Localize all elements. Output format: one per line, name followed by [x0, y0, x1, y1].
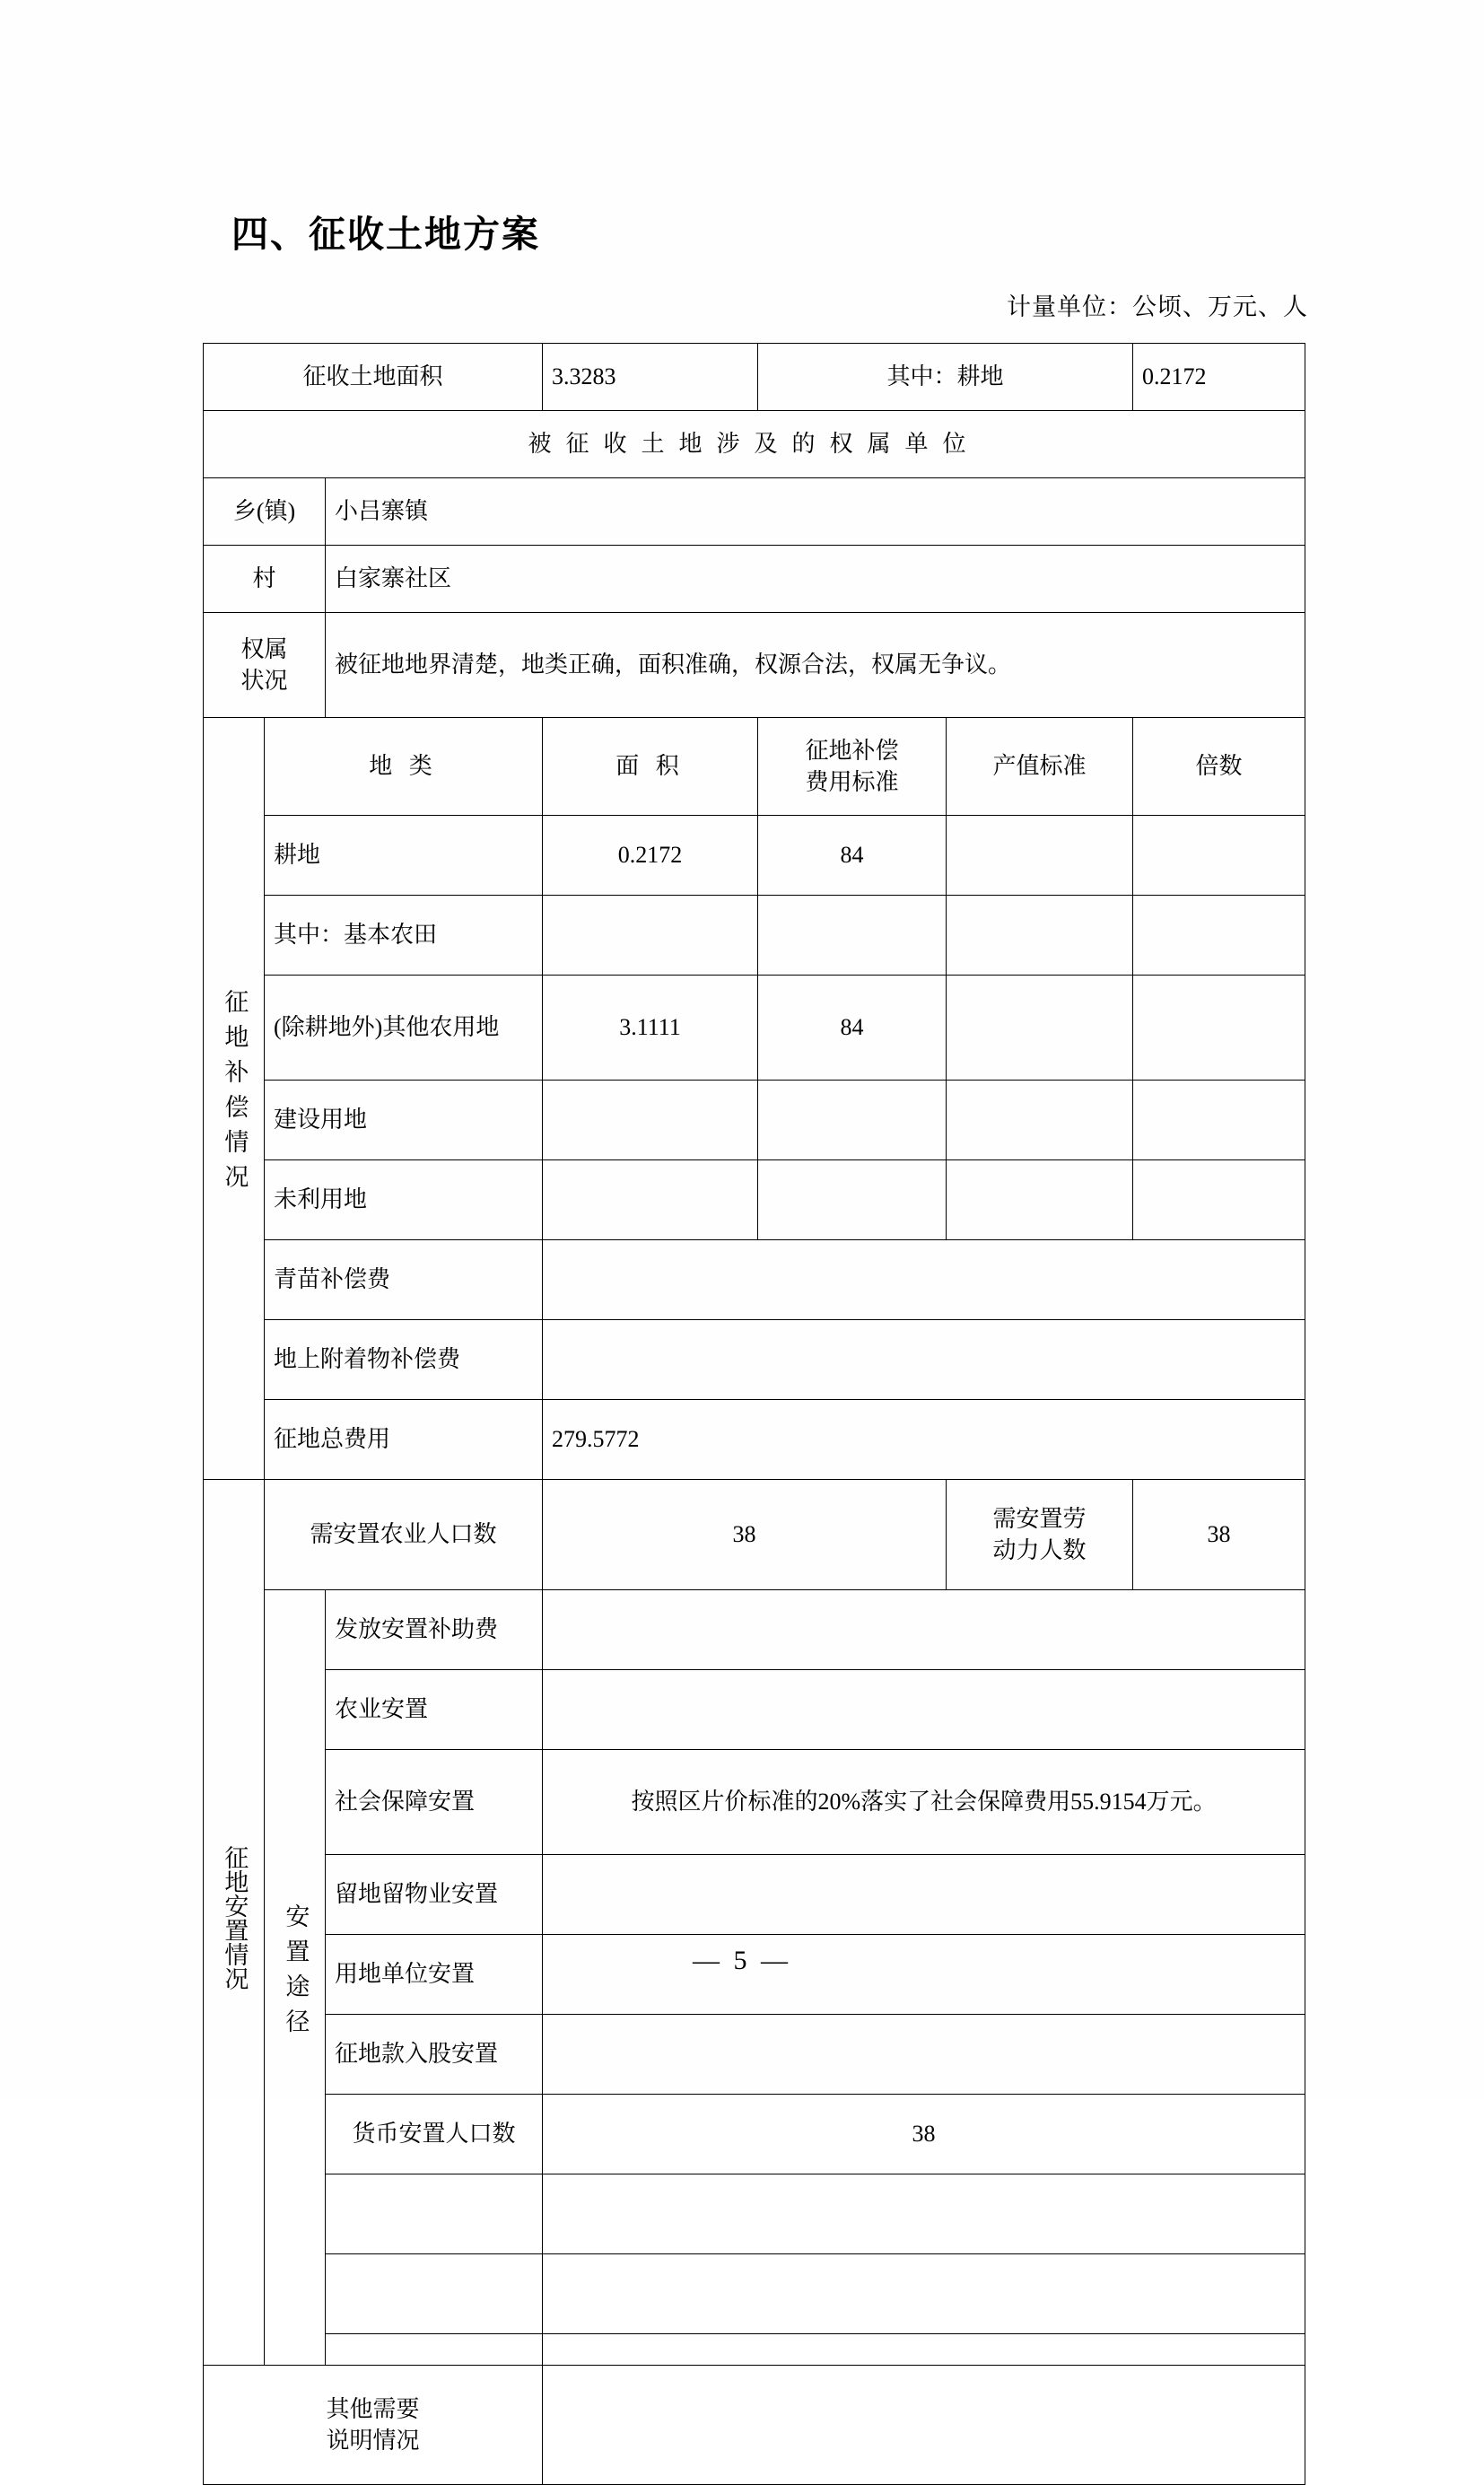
cell-output-value	[947, 1081, 1133, 1160]
table-row-ownership-status	[204, 613, 1305, 718]
table-row	[204, 2254, 1305, 2334]
land-acquisition-table	[203, 343, 1305, 2485]
cell-multiple	[1133, 816, 1305, 896]
table-row-ownership-banner	[204, 411, 1305, 478]
cell-multiple	[1133, 1081, 1305, 1160]
label-blank-row-1	[326, 2174, 543, 2254]
value-of-which-cultivated: 0.2172	[1133, 344, 1305, 411]
side-label-resettlement-situation	[204, 1480, 265, 2366]
table-row	[204, 2095, 1305, 2174]
cell-land-type: 耕地	[265, 816, 543, 896]
measurement-unit-note: 计量单位：公顷、万元、人	[1007, 293, 1308, 320]
value-other-notes	[543, 2366, 1305, 2485]
header-output-value-standard: 产值标准	[947, 718, 1133, 816]
header-compensation-standard-line1: 征地补偿	[805, 737, 899, 764]
header-multiple: 倍数	[1133, 718, 1305, 816]
table-row	[204, 1590, 1305, 1670]
page-number: — 5 —	[693, 1946, 791, 1975]
cell-land-type: 其中：基本农田	[265, 896, 543, 976]
value-monetary-resettlement-population: 38	[543, 2095, 1305, 2174]
cell-area: 3.1111	[543, 976, 758, 1081]
side-label-compensation-situation	[204, 718, 265, 1480]
label-ownership-status-line2: 状况	[240, 668, 288, 694]
cell-land-type: 建设用地	[265, 1081, 543, 1160]
value-total-acquisition-fee: 279.5772	[543, 1400, 1305, 1480]
cell-area	[543, 1160, 758, 1240]
header-land-type: 地 类	[265, 718, 543, 816]
table-row-total-fee	[204, 1400, 1305, 1480]
side-label-resettlement-text: 征地安置情况	[221, 1845, 249, 1991]
label-ownership-status	[204, 613, 326, 718]
side-label-resettlement-method-text: 安置途径	[282, 1903, 310, 2043]
label-blank-row-2	[326, 2254, 543, 2334]
table-row-village	[204, 546, 1305, 613]
spacer-label	[326, 2334, 543, 2366]
value-shareholding-resettlement	[543, 2015, 1305, 2095]
label-land-user-resettlement: 用地单位安置	[326, 1935, 543, 2015]
label-agricultural-resettlement: 农业安置	[326, 1670, 543, 1750]
label-of-which-cultivated: 其中：耕地	[758, 344, 1133, 411]
cell-output-value	[947, 976, 1133, 1081]
cell-multiple	[1133, 1160, 1305, 1240]
cell-area	[543, 896, 758, 976]
label-resettlement-subsidy: 发放安置补助费	[326, 1590, 543, 1670]
cell-compensation-standard	[758, 896, 947, 976]
table-row	[204, 1750, 1305, 1855]
label-labor-force-line2: 动力人数	[992, 1537, 1087, 1563]
label-labor-force-to-resettle	[947, 1480, 1133, 1590]
header-compensation-standard	[758, 718, 947, 816]
label-ownership-status-line1: 权属	[240, 635, 288, 662]
table-row	[204, 1670, 1305, 1750]
ownership-banner: 被征收土地涉及的权属单位	[204, 411, 1305, 478]
label-total-acquisition-fee: 征地总费用	[265, 1400, 543, 1480]
label-land-property-resettlement: 留地留物业安置	[326, 1855, 543, 1935]
value-labor-force-to-resettle: 38	[1133, 1480, 1305, 1590]
value-blank-row-1	[543, 2174, 1305, 2254]
value-agricultural-resettlement	[543, 1670, 1305, 1750]
label-attachment-compensation: 地上附着物补偿费	[265, 1320, 543, 1400]
table-row	[204, 896, 1305, 976]
table-row-compensation-header	[204, 718, 1305, 816]
value-resettlement-subsidy	[543, 1590, 1305, 1670]
table-row-township	[204, 478, 1305, 546]
table-row-resettlement-population	[204, 1480, 1305, 1590]
header-compensation-standard-line2: 费用标准	[805, 769, 899, 795]
label-other-notes	[204, 2366, 543, 2485]
label-green-crop-compensation: 青苗补偿费	[265, 1240, 543, 1320]
cell-land-type: 未利用地	[265, 1160, 543, 1240]
table-row	[204, 1855, 1305, 1935]
value-acquired-land-area: 3.3283	[543, 344, 758, 411]
cell-output-value	[947, 896, 1133, 976]
label-social-security-resettlement: 社会保障安置	[326, 1750, 543, 1855]
cell-compensation-standard: 84	[758, 816, 947, 896]
label-township: 乡(镇)	[204, 478, 326, 546]
label-village: 村	[204, 546, 326, 613]
table-row-other-notes	[204, 2366, 1305, 2485]
cell-output-value	[947, 1160, 1133, 1240]
header-area: 面 积	[543, 718, 758, 816]
table-row	[204, 816, 1305, 896]
value-blank-row-2	[543, 2254, 1305, 2334]
label-other-notes-line2: 说明情况	[326, 2428, 420, 2454]
value-social-security-resettlement: 按照区片价标准的20%落实了社会保障费用55.9154万元。	[543, 1750, 1305, 1855]
table-row	[204, 976, 1305, 1081]
label-other-notes-line1: 其他需要	[326, 2395, 420, 2422]
cell-land-type: (除耕地外)其他农用地	[265, 976, 543, 1081]
value-green-crop-compensation	[543, 1240, 1305, 1320]
cell-compensation-standard: 84	[758, 976, 947, 1081]
cell-multiple	[1133, 896, 1305, 976]
value-ownership-status: 被征地地界清楚，地类正确，面积准确，权源合法，权属无争议。	[326, 613, 1305, 718]
table-row-green-crop-fee	[204, 1240, 1305, 1320]
value-township: 小吕寨镇	[326, 478, 1305, 546]
table-row	[204, 1160, 1305, 1240]
side-label-resettlement-method	[265, 1590, 326, 2366]
value-land-property-resettlement	[543, 1855, 1305, 1935]
label-shareholding-resettlement: 征地款入股安置	[326, 2015, 543, 2095]
table-row-attachment-fee	[204, 1320, 1305, 1400]
label-acquired-land-area: 征收土地面积	[204, 344, 543, 411]
cell-compensation-standard	[758, 1160, 947, 1240]
cell-area: 0.2172	[543, 816, 758, 896]
cell-compensation-standard	[758, 1081, 947, 1160]
spacer-value	[543, 2334, 1305, 2366]
label-agricultural-population-to-resettle: 需安置农业人口数	[265, 1480, 543, 1590]
value-attachment-compensation	[543, 1320, 1305, 1400]
cell-output-value	[947, 816, 1133, 896]
side-label-compensation-text: 征地补偿情况	[221, 989, 249, 1200]
table-row	[204, 2015, 1305, 2095]
value-agricultural-population-to-resettle: 38	[543, 1480, 947, 1590]
table-row-spacer	[204, 2334, 1305, 2366]
table-row-total-area	[204, 344, 1305, 411]
label-labor-force-line1: 需安置劳	[992, 1505, 1087, 1532]
cell-multiple	[1133, 976, 1305, 1081]
value-village: 白家寨社区	[326, 546, 1305, 613]
table-row	[204, 1081, 1305, 1160]
table-row	[204, 2174, 1305, 2254]
page-title: 四、征收土地方案	[231, 214, 540, 255]
label-monetary-resettlement-population: 货币安置人口数	[326, 2095, 543, 2174]
cell-area	[543, 1081, 758, 1160]
